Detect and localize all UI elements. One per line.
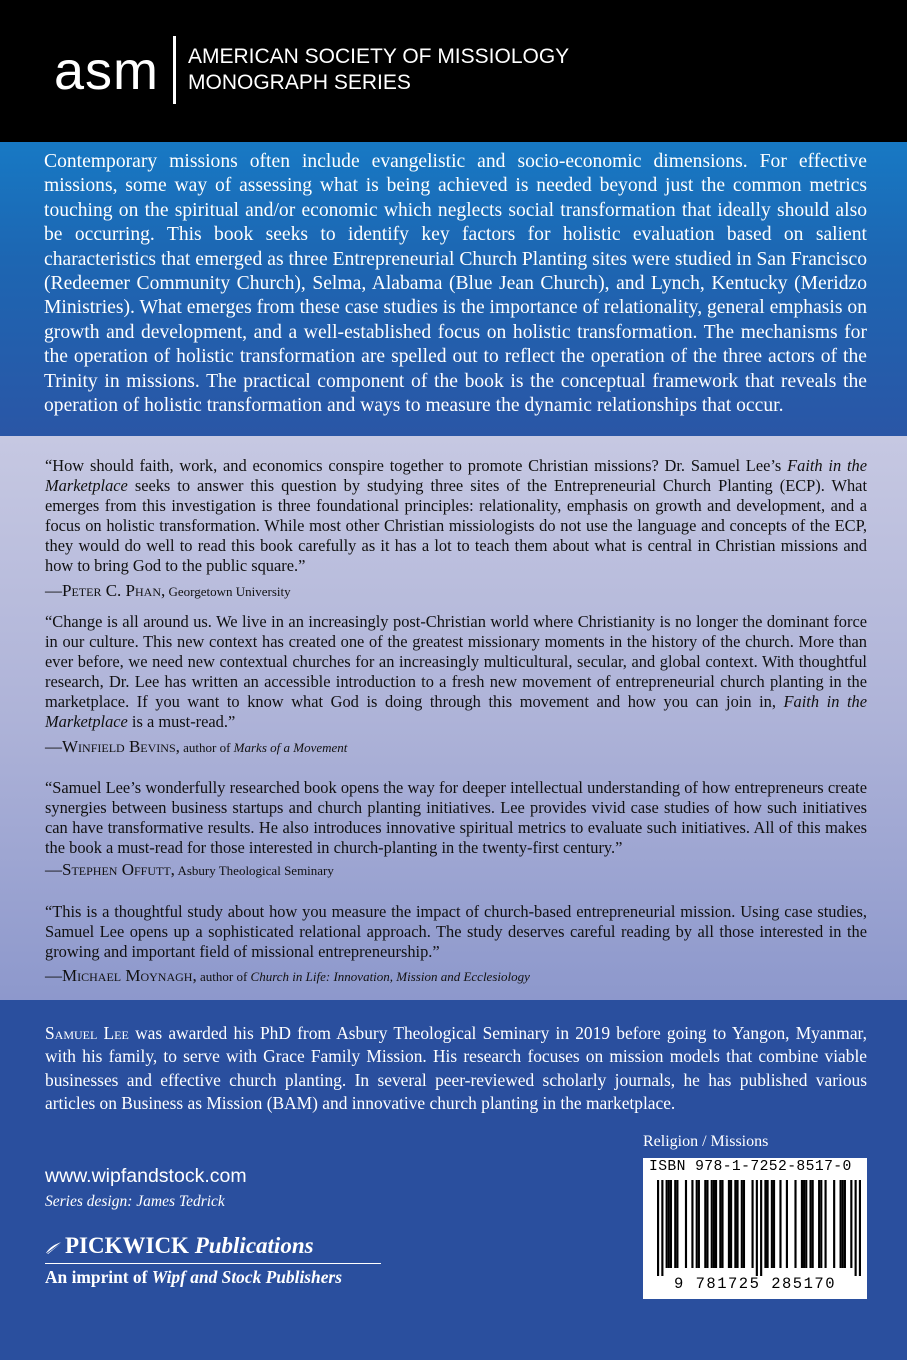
barcode-bar — [805, 1180, 807, 1268]
barcode-bar — [767, 1180, 769, 1268]
barcode-bar — [676, 1180, 678, 1268]
endorsement-quote-4: “This is a thoughtful study about how you measure the impact of church-based entrepreneurial mission. Using case studies, Samuel Lee opens up a sophisticated relational approach. The study deserves careful reading by all those interested in the growing and important field of missional entrepreneurship.” — [45, 902, 867, 961]
book-description — [0, 142, 907, 436]
barcode-bar — [743, 1180, 745, 1268]
endorsement-attribution-3: —Stephen Offutt, Asbury Theological Seminary — [45, 860, 334, 879]
barcode-bar — [734, 1180, 736, 1268]
barcode-bar — [657, 1180, 659, 1276]
barcode-bar — [728, 1180, 730, 1268]
author-bio: Samuel Lee was awarded his PhD from Asbury Theological Seminary in 2019 before going to Yangon, Myanmar, with his family, to serve with Grace Family Mission. His research focuses on mission models that combine viable businesses and effective church planting. In several peer-reviewed scholarly journals, he has published various articles on Business as Mission (BAM) and innovative church planting in the marketplace. — [45, 1023, 867, 1113]
barcode-bar — [706, 1180, 708, 1268]
barcode-bar — [803, 1180, 805, 1268]
barcode-bar — [771, 1180, 773, 1268]
barcode-bar — [756, 1180, 758, 1276]
barcode-bar — [833, 1180, 835, 1268]
asm-logo: asm — [54, 41, 160, 101]
barcode-bar — [859, 1180, 861, 1276]
endorsement-quote-3: “Samuel Lee’s wonderfully researched book opens the way for deeper intellectual understanding of how entrepreneurs create synergies between business startups and church planting initiatives. Lee provides vivid case studies of how such initiatives can have transformative results. He also introduces innovative spiritual metrics to evaluate such initiatives. All of this makes the book a must-read for those interested in church-planting in the twenty-first century.” — [45, 778, 867, 857]
publisher-rule — [45, 1263, 381, 1264]
endorsements-panel — [0, 436, 907, 1000]
pickwick-quill-icon — [45, 1241, 63, 1255]
barcode-bar — [764, 1180, 766, 1268]
barcode-bar — [685, 1180, 687, 1268]
barcode-bar — [855, 1180, 857, 1276]
publisher-logo: PICKWICK Publications — [45, 1233, 314, 1259]
barcode-bar — [674, 1180, 676, 1268]
barcode-bar — [850, 1180, 852, 1268]
endorsement-attribution-4: —Michael Moynagh, author of Church in Life: Innovation, Mission and Ecclesiology — [45, 966, 530, 985]
series-title-line1: AMERICAN SOCIETY OF MISSIOLOGY — [188, 45, 570, 68]
series-title-line2: MONOGRAPH SERIES — [188, 71, 411, 94]
barcode-bar — [715, 1180, 717, 1268]
endorsement-quote-1: “How should faith, work, and economics conspire together to promote Christian missions? Dr. Samuel Lee’s Faith in the Marketplace seeks to answer this question by studying three sites of the Entrepreneurial Church Planting (ECP). What emerges from this investigation is three foundational principles: relationality, emphasis on growth and development, and a focus on holistic transformation. While most other Christian missiologists do not use the language and concepts of the ECP, they would do well to read this book carefully as it has a lot to teach them about what is central in Christian missions and how to bring God to the public square.” — [45, 456, 868, 575]
barcode-bar — [801, 1180, 803, 1268]
barcode-bar — [698, 1180, 700, 1268]
barcode-bar — [751, 1180, 753, 1268]
barcode-bar — [666, 1180, 668, 1268]
ean-digits: 9 781725 285170 — [673, 1275, 837, 1293]
barcode-bar — [711, 1180, 713, 1268]
imprint-line: An imprint of Wipf and Stock Publishers — [45, 1267, 342, 1287]
barcode-bar — [820, 1180, 822, 1268]
barcode-bar — [741, 1180, 743, 1268]
barcode-bar — [818, 1180, 820, 1268]
barcode-bar — [809, 1180, 811, 1268]
barcode-bar — [842, 1180, 844, 1268]
barcode-bar — [736, 1180, 738, 1268]
barcode-bar — [696, 1180, 698, 1268]
logo-divider — [173, 36, 176, 104]
barcode-bar — [760, 1180, 762, 1276]
author-name: Samuel Lee — [45, 1023, 129, 1043]
barcode-bar — [730, 1180, 732, 1268]
barcode-bars — [657, 1180, 861, 1276]
description-text: Contemporary missions often include evangelistic and socio-economic dimensions. For effective missions, some way of assessing what is being achieved is needed beyond just the common metrics touching on the spiritual and/or economic which neglects social transformation that ideally should also be occurring. This book seeks to identify key factors for holistic evaluation based on salient characteristics that emerged as three Entrepreneurial Church Planting sites were studied in San Francisco (Redeemer Community Church), Selma, Alabama (Blue Jean Church), and Lynch, Kentucky (Meridzo Ministries). What emerges from these case studies is the importance of relationality, general emphasis on growth and development, and a well-established focus on holistic transformation. The mechanisms for the operation of holistic transformation are spelled out to reflect the operation of the three actors of the Trinity in missions. The practical component of the book is the conceptual framework that reveals the operation of holistic transformation and ways to measure the dynamic relationships that occur. — [44, 151, 867, 417]
barcode-bar — [794, 1180, 796, 1268]
barcode-bar — [721, 1180, 723, 1268]
barcode-bar — [779, 1180, 781, 1268]
barcode-bar — [670, 1180, 672, 1268]
barcode-bar — [773, 1180, 775, 1268]
endorsement-attribution-1: —Peter C. Phan, Georgetown University — [45, 581, 291, 600]
barcode-bar — [704, 1180, 706, 1268]
publisher-website[interactable]: www.wipfandstock.com — [45, 1165, 247, 1187]
bisac-category: Religion / Missions — [643, 1133, 769, 1150]
endorsement-quote-2: “Change is all around us. We live in an increasingly post-Christian world where Christianity is no longer the dominant force in our culture. This new context has created one of the greatest missionary moments in the history of the church. More than ever before, we need new contextual churches for an increasingly multicultural, secular, and global context. With thoughtful research, Dr. Lee has written an accessible introduction to a fresh new movement of entrepreneurial church planting in the marketplace. If you want to know what God is doing through this movement and how you can join in, Faith in the Marketplace is a must-read.” — [45, 612, 867, 731]
barcode-bar — [668, 1180, 670, 1268]
barcode-bar — [824, 1180, 826, 1268]
isbn-text: ISBN 978-1-7252-8517-0 — [649, 1159, 852, 1175]
barcode-bar — [844, 1180, 846, 1268]
series-title — [188, 44, 569, 96]
barcode-bar — [786, 1180, 788, 1268]
barcode-bar — [840, 1180, 842, 1268]
series-design-credit: Series design: James Tedrick — [45, 1193, 225, 1210]
barcode-bar — [812, 1180, 814, 1268]
endorsement-attribution-2: —Winfield Bevins, author of Marks of a Movement — [45, 737, 348, 756]
barcode-bar — [661, 1180, 663, 1276]
barcode-bar — [713, 1180, 715, 1268]
series-header — [0, 0, 907, 142]
barcode-bar — [719, 1180, 721, 1268]
barcode-bar — [691, 1180, 693, 1268]
isbn-barcode — [643, 1158, 867, 1299]
